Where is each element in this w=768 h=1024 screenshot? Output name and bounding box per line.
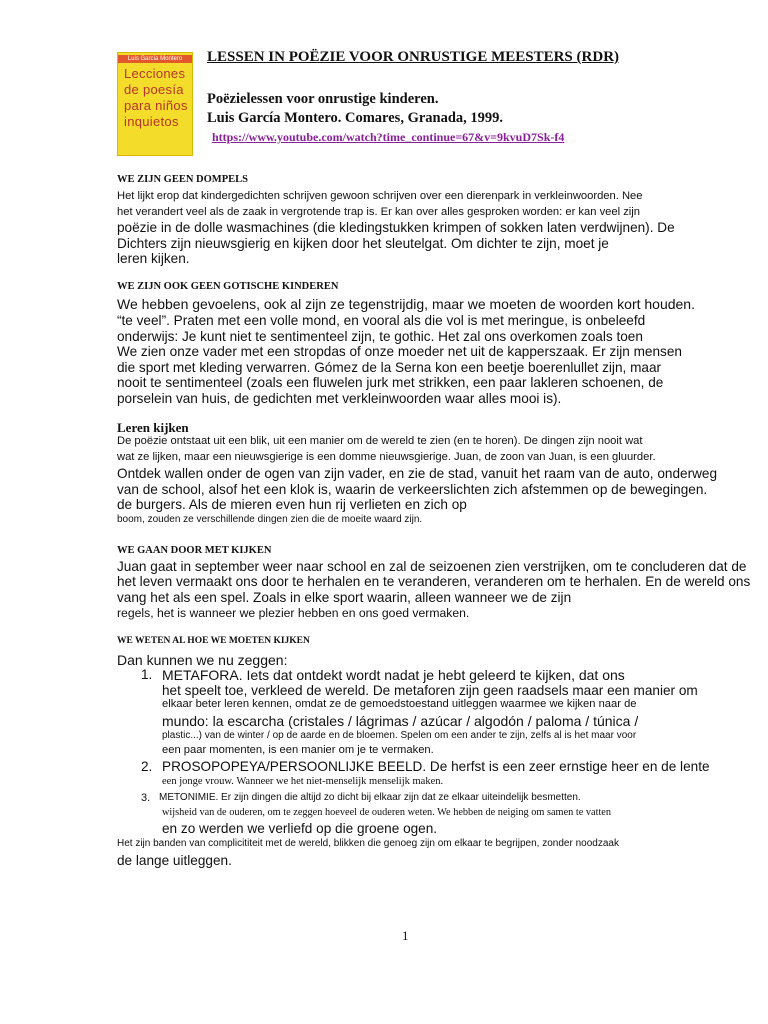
section-heading: WE ZIJN GEEN DOMPELS bbox=[117, 174, 248, 185]
body-line: Het zijn banden van complicititeit met de wereld, blikken die genoeg zijn om elkaar te begrijpen, zonder noodzaak bbox=[117, 838, 619, 849]
body-line: boom, zouden ze verschillende dingen zien die de moeite waard zijn. bbox=[117, 514, 423, 525]
body-line: die sport met kleding verwarren. Gómez de la Serna kon een beetje boerenlullet zijn, maar bbox=[117, 360, 662, 375]
body-line: Het lijkt erop dat kindergedichten schrijven gewoon schrijven over een dierenpark in verkleinwoorden. Nee bbox=[117, 190, 643, 202]
list-item-line: PROSOPOPEYA/PERSOONLIJKE BEELD. De herfst is een zeer ernstige heer en de lente bbox=[162, 759, 710, 774]
list-item-line: een paar momenten, is een manier om je te vermaken. bbox=[162, 744, 434, 756]
list-item-line: METONIMIE. Er zijn dingen die altijd zo dicht bij elkaar zijn dat ze elkaar uiteindelijk besmetten. bbox=[159, 792, 581, 803]
body-line: nooit te sentimenteel (zoals een fluwelen jurk met strikken, een paar lakleren schoenen, de bbox=[117, 375, 664, 390]
cover-title-line: para niños bbox=[124, 98, 188, 113]
body-line: onderwijs: Je kunt niet te sentimenteel zijn, te gothic. Het zal ons overkomen zoals toen bbox=[117, 329, 643, 344]
body-line: poëzie in de dolle wasmachines (die kledingstukken krimpen of sokken laten verdwijnen). De bbox=[117, 220, 675, 235]
body-line: vang het als een spel. Zoals in elke sport waarin, alleen wanneer we de zijn bbox=[117, 590, 572, 605]
cover-title-line: inquietos bbox=[124, 114, 179, 129]
video-link[interactable]: https://www.youtube.com/watch?time_continue=67&v=9kvuD7Sk-f4 bbox=[212, 130, 565, 144]
body-line: de lange uitleggen. bbox=[117, 853, 232, 868]
list-number: 1. bbox=[141, 667, 153, 682]
body-line: Dichters zijn nieuwsgierig en kijken door het sleutelgat. Om dichter te zijn, moet je bbox=[117, 236, 609, 251]
section-heading: WE GAAN DOOR MET KIJKEN bbox=[117, 545, 272, 556]
body-line: de burgers. Als de mieren even hun rij verlieten en zich op bbox=[117, 497, 467, 512]
document-subtitle: Poëzielessen voor onrustige kinderen. bbox=[207, 91, 439, 107]
page-number: 1 bbox=[402, 928, 409, 943]
section-heading: WE ZIJN OOK GEEN GOTISCHE KINDEREN bbox=[117, 281, 339, 292]
body-line: We zien onze vader met een stropdas of onze moeder net uit de kapperszaak. Er zijn mensen bbox=[117, 344, 682, 359]
list-item-line: een jonge vrouw. Wanneer we het niet-menselijk menselijk maken. bbox=[162, 776, 444, 787]
list-item-line: het speelt toe, verkleed de wereld. De metaforen zijn geen raadsels maar een manier om bbox=[162, 683, 698, 698]
body-line: “te veel”. Praten met een volle mond, en vooral als die vol is met meringue, is onbeleefd bbox=[117, 313, 646, 328]
section-heading: Leren kijken bbox=[117, 420, 189, 435]
body-line: regels, het is wanneer we plezier hebben en ons goed vermaken. bbox=[117, 606, 470, 620]
book-cover-image bbox=[117, 52, 193, 156]
document-citation: Luis García Montero. Comares, Granada, 1999. bbox=[207, 110, 504, 126]
body-line: van de school, alsof het een klok is, waarin de verkeerslichten zich afstemmen op de bewegingen. bbox=[117, 482, 708, 497]
body-line: Juan gaat in september weer naar school en zal de seizoenen zien verstrijken, om te concluderen dat de bbox=[117, 559, 747, 574]
list-item-line: METAFORA. Iets dat ontdekt wordt nadat je hebt geleerd te kijken, dat ons bbox=[162, 667, 625, 683]
body-line: We hebben gevoelens, ook al zijn ze tegenstrijdig, maar we moeten de woorden kort houden. bbox=[117, 296, 695, 312]
body-line: Ontdek wallen onder de ogen van zijn vader, en zie de stad, vanuit het raam van de auto, onderweg bbox=[117, 466, 718, 481]
list-item-line: en zo werden we verliefd op die groene ogen. bbox=[162, 821, 438, 836]
list-item-line: wijsheid van de ouderen, om te zeggen hoeveel de ouderen weten. We hebben de neiging om samen te vatten bbox=[162, 807, 612, 818]
list-item-line: plastic...) van de winter / op de aarde en de bloemen. Spelen om een ander te zijn, zelfs al is het maar voor bbox=[162, 730, 637, 741]
list-number: 3. bbox=[141, 792, 151, 804]
body-line: De poëzie ontstaat uit een blik, uit een manier om de wereld te zien (en te horen). De dingen zijn nooit wat bbox=[117, 435, 643, 447]
cover-author: Luis García Montero bbox=[118, 55, 192, 63]
list-number: 2. bbox=[141, 759, 153, 774]
list-item-line: mundo: la escarcha (cristales / lágrimas / azúcar / algodón / paloma / túnica / bbox=[162, 713, 639, 729]
body-line: het leven vermaakt ons door te herhalen en te veranderen, veranderen om te herhalen. En de wereld ons bbox=[117, 574, 751, 589]
body-line: wat ze lijken, maar een nieuwsgierige is een domme nieuwsgierige. Juan, de zoon van Juan, is een gluurder. bbox=[117, 451, 656, 463]
section-heading: WE WETEN AL HOE WE MOETEN KIJKEN bbox=[117, 636, 310, 646]
document-title: LESSEN IN POËZIE VOOR ONRUSTIGE MEESTERS (RDR) bbox=[207, 49, 620, 65]
body-line: porselein van huis, de gedichten met verkleinwoorden waar alles mooi is). bbox=[117, 391, 562, 406]
body-line: leren kijken. bbox=[117, 251, 190, 266]
cover-title-line: de poesía bbox=[124, 82, 184, 97]
body-line: het verandert veel als de zaak in vergrotende trap is. Er kan over alles gesproken worden: er kan veel zijn bbox=[117, 206, 640, 218]
cover-title-line: Lecciones bbox=[124, 66, 186, 81]
list-item-line: elkaar beter leren kennen, omdat ze de gemoedstoestand uitleggen waarmee we kijken naar de bbox=[162, 698, 637, 710]
list-intro: Dan kunnen we nu zeggen: bbox=[117, 652, 288, 668]
